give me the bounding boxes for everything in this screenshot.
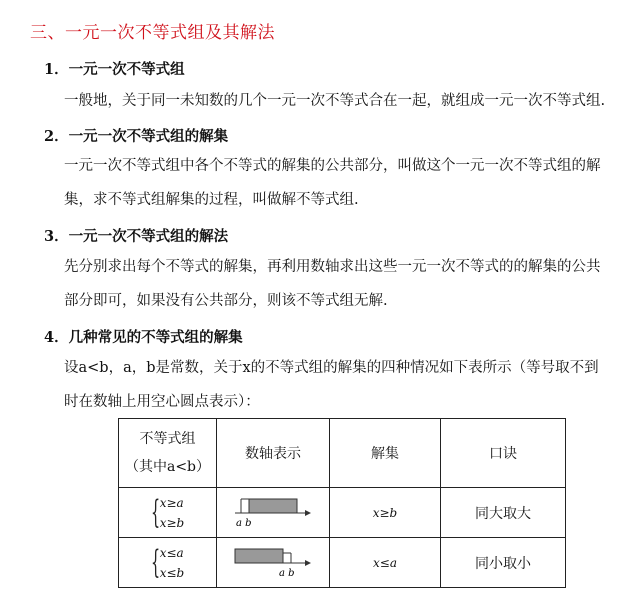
system-line: x≥b — [159, 515, 185, 530]
paragraph-3-line2: 部分即可，如果没有公共部分，则该不等式组无解. — [64, 293, 388, 309]
solution-cell: x≥b — [330, 488, 441, 538]
section-title: 三、一元一次不等式组及其解法 — [30, 23, 275, 43]
axis-cell — [217, 538, 330, 588]
inequality-system — [151, 493, 185, 533]
paragraph-2-line2: 集，求不等式组解集的过程，叫做解不等式组. — [64, 192, 359, 208]
rule-cell: 同大取大 — [441, 488, 566, 538]
paragraph-2-line1: 一元一次不等式组中各个不等式的解集的公共部分，叫做这个一元一次不等式组的解 — [64, 158, 601, 174]
heading-2: 2．一元一次不等式组的解集 — [44, 128, 229, 145]
axis-arrow-icon — [305, 510, 311, 516]
number-line-less — [233, 543, 313, 579]
system-line: x≥a — [159, 495, 184, 510]
brace-icon: { — [150, 492, 160, 531]
axis-arrow-icon — [305, 560, 311, 566]
header-system-label: 不等式组 — [139, 431, 196, 447]
header-axis: 数轴表示 — [217, 419, 330, 488]
shaded-region — [249, 499, 297, 513]
brace-icon: { — [150, 542, 160, 581]
heading-1: 1．一元一次不等式组 — [44, 61, 185, 78]
heading-4: 4．几种常见的不等式组的解集 — [44, 329, 243, 346]
solution-cell: x≤a — [330, 538, 441, 588]
inequality-table — [118, 418, 566, 588]
system-cell — [119, 538, 217, 588]
number-line-greater — [233, 493, 313, 529]
shaded-region — [235, 549, 283, 563]
table-row — [119, 538, 566, 588]
table-header-row — [119, 419, 566, 488]
header-rule: 口诀 — [441, 419, 566, 488]
rule-cell: 同小取小 — [441, 538, 566, 588]
axis-label: a b — [279, 567, 295, 579]
system-cell — [119, 488, 217, 538]
header-solution: 解集 — [330, 419, 441, 488]
inequality-system — [151, 543, 185, 583]
heading-3: 3．一元一次不等式组的解法 — [44, 228, 229, 245]
table-row — [119, 488, 566, 538]
axis-label: a b — [236, 517, 252, 529]
header-system — [119, 419, 217, 488]
system-line: x≤b — [159, 565, 185, 580]
axis-cell — [217, 488, 330, 538]
header-system-note: （其中a<b） — [124, 459, 211, 475]
paragraph-3-line1: 先分别求出每个不等式的解集，再利用数轴求出这些一元一次不等式的的解集的公共 — [64, 259, 601, 275]
paragraph-4-line2: 时在数轴上用空心圆点表示）： — [64, 394, 260, 410]
paragraph-1: 一般地，关于同一未知数的几个一元一次不等式合在一起，就组成一元一次不等式组. — [64, 93, 606, 109]
system-line: x≤a — [159, 545, 184, 560]
paragraph-4-line1: 设a<b，a，b是常数，关于x的不等式组的解集的四种情况如下表所示（等号取不到 — [64, 360, 599, 376]
